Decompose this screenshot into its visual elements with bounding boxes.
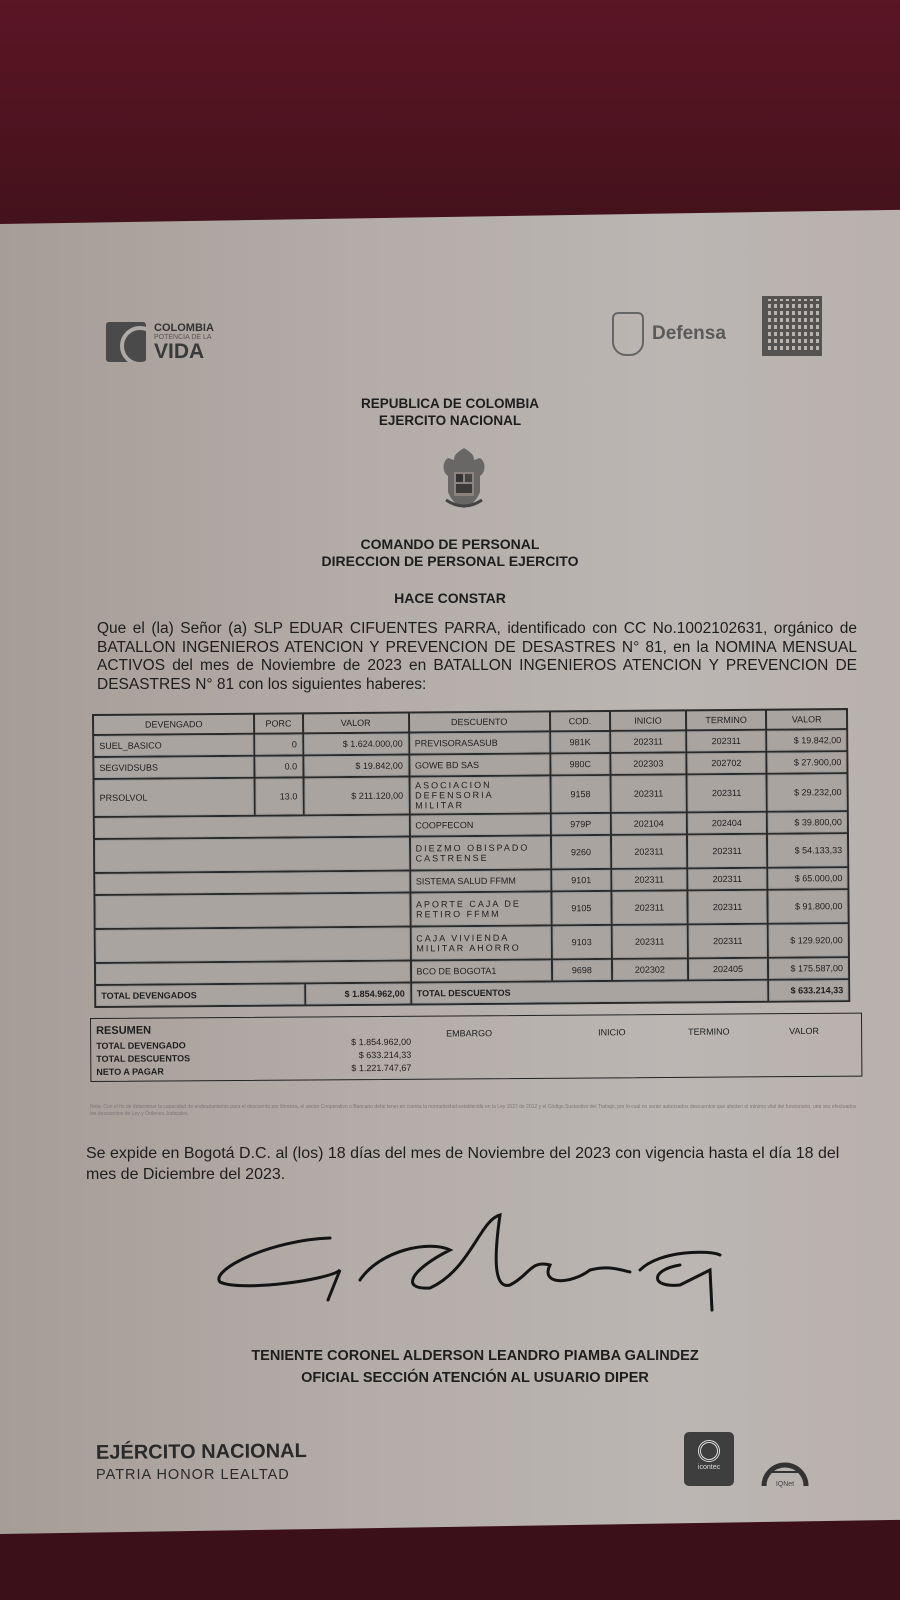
descuento-cod: 9698 (553, 960, 612, 980)
descuento-cod: 9105 (552, 892, 611, 924)
army-crest-icon (440, 446, 488, 512)
footer-motto: PATRIA HONOR LEALTAD (96, 1467, 290, 1483)
resumen-value: $ 633.214,33 (358, 1049, 412, 1061)
descuento-valor: $ 19.842,00 (767, 730, 846, 751)
resumen-label: NETO A PAGAR (96, 1066, 164, 1077)
descuento-nombre: GOWE BD SAS (410, 754, 549, 775)
signer-role: OFICIAL SECCIÓN ATENCIÓN AL USUARIO DIPER (301, 1370, 649, 1386)
logo-line3: VIDA (154, 339, 205, 363)
icontec-badge (684, 1432, 734, 1486)
table-row (95, 890, 847, 928)
descuento-termino: 202311 (687, 731, 766, 752)
descuento-termino: 202702 (687, 753, 766, 774)
embargo-termino-header: TERMINO (688, 1026, 730, 1037)
total-descuentos-value: $ 633.214,33 (769, 980, 848, 1001)
table-row (95, 834, 847, 872)
descuento-termino: 202405 (689, 959, 768, 980)
descuento-valor: $ 27.900,00 (768, 752, 847, 773)
descuento-inicio: 202302 (613, 959, 687, 980)
devengado-porc: 0 (255, 734, 302, 754)
devengado-concepto: SEGVIDSUBS (94, 757, 253, 778)
embargo-header: EMBARGO (446, 1028, 493, 1039)
heading-republica: REPUBLICA DE COLOMBIA (361, 396, 539, 411)
resumen-value: $ 1.854.962,00 (351, 1036, 412, 1048)
descuento-inicio: 202311 (613, 925, 687, 958)
coat-of-arms-icon (612, 312, 644, 356)
total-devengados-label: TOTAL DEVENGADOS (96, 984, 304, 1006)
descuento-cod: 980C (551, 754, 610, 774)
resumen-label: TOTAL DEVENGADO (96, 1040, 186, 1051)
defensa-logo (612, 312, 726, 356)
descuento-valor: $ 175.587,00 (769, 958, 848, 979)
descuento-inicio: 202311 (612, 869, 686, 890)
descuento-cod: 981K (551, 732, 610, 752)
devengado-concepto: PRSOLVOL (95, 779, 255, 816)
col-termino: TERMINO (687, 711, 766, 730)
col-porc: PORC (255, 714, 302, 732)
empty-devengado-cell (96, 962, 410, 984)
expedition-paragraph: Se expide en Bogotá D.C. al (los) 18 días del mes de Noviembre del 2023 con vigencia hasta el día 18 del mes de Diciembre del 2023. (86, 1145, 840, 1183)
iqnet-label: IQNet (775, 1481, 795, 1488)
descuento-valor: $ 65.000,00 (769, 868, 848, 889)
certification-icon (698, 1440, 720, 1462)
devengado-valor: $ 1.624.000,00 (304, 734, 408, 755)
col-valor-descuento: VALOR (767, 710, 846, 729)
descuento-nombre: PREVISORASASUB (410, 732, 549, 753)
table-row (95, 774, 847, 816)
descuento-nombre: DIEZMO OBISPADO CASTRENSE (410, 836, 549, 869)
descuento-valor: $ 91.800,00 (769, 890, 848, 923)
col-valor: VALOR (304, 714, 408, 733)
descuento-cod: 9103 (552, 926, 611, 958)
descuento-termino: 202311 (688, 869, 767, 890)
totals-row (96, 980, 848, 1006)
descuento-nombre: SISTEMA SALUD FFMM (411, 870, 550, 891)
descuento-cod: 9260 (552, 836, 611, 868)
descuento-valor: $ 39.800,00 (768, 812, 847, 833)
heading-hace-constar: HACE CONSTAR (394, 590, 506, 606)
descuento-inicio: 202311 (612, 775, 686, 812)
total-descuentos-label: TOTAL DESCUENTOS (412, 981, 768, 1004)
devengado-porc: 0.0 (256, 756, 303, 776)
logo-line2: POTENCIA DE LA (154, 333, 212, 341)
icontec-label: icontec (697, 1464, 721, 1471)
heading-direccion: DIRECCION DE PERSONAL EJERCITO (321, 553, 579, 569)
empty-devengado-cell (95, 838, 409, 872)
descuento-inicio: 202311 (612, 835, 686, 868)
resumen-value: $ 1.221.747,67 (351, 1062, 412, 1074)
intro-paragraph: Que el (la) Señor (a) SLP EDUAR CIFUENTES PARRA, identificado con CC No.1002102631, orgánico de BATALLON INGENIEROS ATENCION Y PREVENCION DE DESASTRES N° 81, en la NOMINA MENSUAL ACTIVOS del mes de Noviembre de 2023 en BATALLON INGENIEROS ATENCION Y PREVENCION DE DESASTRES N° 81 con los siguientes haberes: (97, 620, 857, 693)
descuento-cod: 9158 (551, 776, 610, 812)
empty-devengado-cell (95, 894, 409, 928)
heading-ejercito: EJERCITO NACIONAL (378, 413, 522, 428)
qr-code (762, 296, 822, 356)
signature (210, 1210, 730, 1320)
descuento-termino: 202311 (688, 891, 767, 924)
descuento-inicio: 202303 (611, 753, 685, 774)
descuento-cod: 979P (551, 814, 610, 834)
table-row (96, 924, 848, 962)
descuento-valor: $ 29.232,00 (768, 774, 847, 811)
empty-devengado-cell (95, 816, 409, 838)
descuento-termino: 202404 (687, 813, 766, 834)
iqnet-badge-icon (758, 1442, 812, 1492)
payroll-table (92, 708, 850, 1008)
col-inicio: INICIO (611, 711, 685, 730)
descuento-nombre: COOPFECON (410, 814, 549, 835)
descuento-termino: 202311 (687, 775, 766, 812)
devengado-valor: $ 211.120,00 (304, 778, 408, 815)
descuento-nombre: ASOCIACION DEFENSORIA MILITAR (410, 776, 549, 813)
devengado-concepto: SUEL_BASICO (94, 735, 253, 756)
embargo-inicio-header: INICIO (598, 1027, 626, 1038)
empty-devengado-cell (96, 928, 410, 962)
descuento-valor: $ 129.920,00 (769, 924, 848, 957)
resumen-label: TOTAL DESCUENTOS (96, 1053, 191, 1064)
resumen-box (90, 1013, 862, 1082)
descuento-cod: 9101 (552, 870, 611, 890)
col-devengado: DEVENGADO (94, 715, 253, 734)
wave-icon (106, 322, 146, 362)
descuento-nombre: CAJA VIVIENDA MILITAR AHORRO (411, 926, 550, 959)
col-descuento: DESCUENTO (410, 712, 549, 731)
logo-line1: COLOMBIA (154, 321, 214, 334)
descuento-nombre: APORTE CAJA DE RETIRO FFMM (411, 892, 550, 925)
descuento-inicio: 202311 (611, 731, 685, 752)
descuento-valor: $ 54.133,33 (768, 834, 847, 867)
descuento-inicio: 202104 (612, 813, 686, 834)
descuento-termino: 202311 (688, 835, 767, 868)
defensa-label: Defensa (652, 323, 726, 344)
footer-title: EJÉRCITO NACIONAL (95, 1440, 307, 1464)
embargo-valor-header: VALOR (789, 1025, 819, 1037)
signer-name: TENIENTE CORONEL ALDERSON LEANDRO PIAMBA GALINDEZ (251, 1348, 699, 1364)
heading-comando: COMANDO DE PERSONAL (360, 536, 540, 552)
descuento-nombre: BCO DE BOGOTA1 (411, 960, 550, 981)
total-devengados-value: $ 1.854.962,00 (306, 984, 410, 1005)
resumen-title: RESUMEN (96, 1024, 152, 1037)
devengado-porc: 13.0 (256, 778, 303, 814)
col-cod: COD. (551, 712, 610, 730)
devengado-valor: $ 19.842,00 (304, 756, 408, 777)
legal-note: Nota: Con el fin de determinar la capacidad de endeudamiento para el descuento por libranza, el sector Cooperativo o Bancario debe tener en cuenta la normatividad establecida en la Ley 1527 de 2012 y el Código Sustantivo del Trabajo, por lo cual no serán autorizados descuentos que afecten el mínimo vital del funcionario, una vez efectuados los descuentos de Ley y Órdenes Judiciales. (90, 1104, 857, 1117)
empty-devengado-cell (95, 872, 409, 894)
colombia-vida-logo (106, 322, 214, 362)
descuento-termino: 202311 (688, 925, 767, 958)
descuento-inicio: 202311 (613, 891, 687, 924)
